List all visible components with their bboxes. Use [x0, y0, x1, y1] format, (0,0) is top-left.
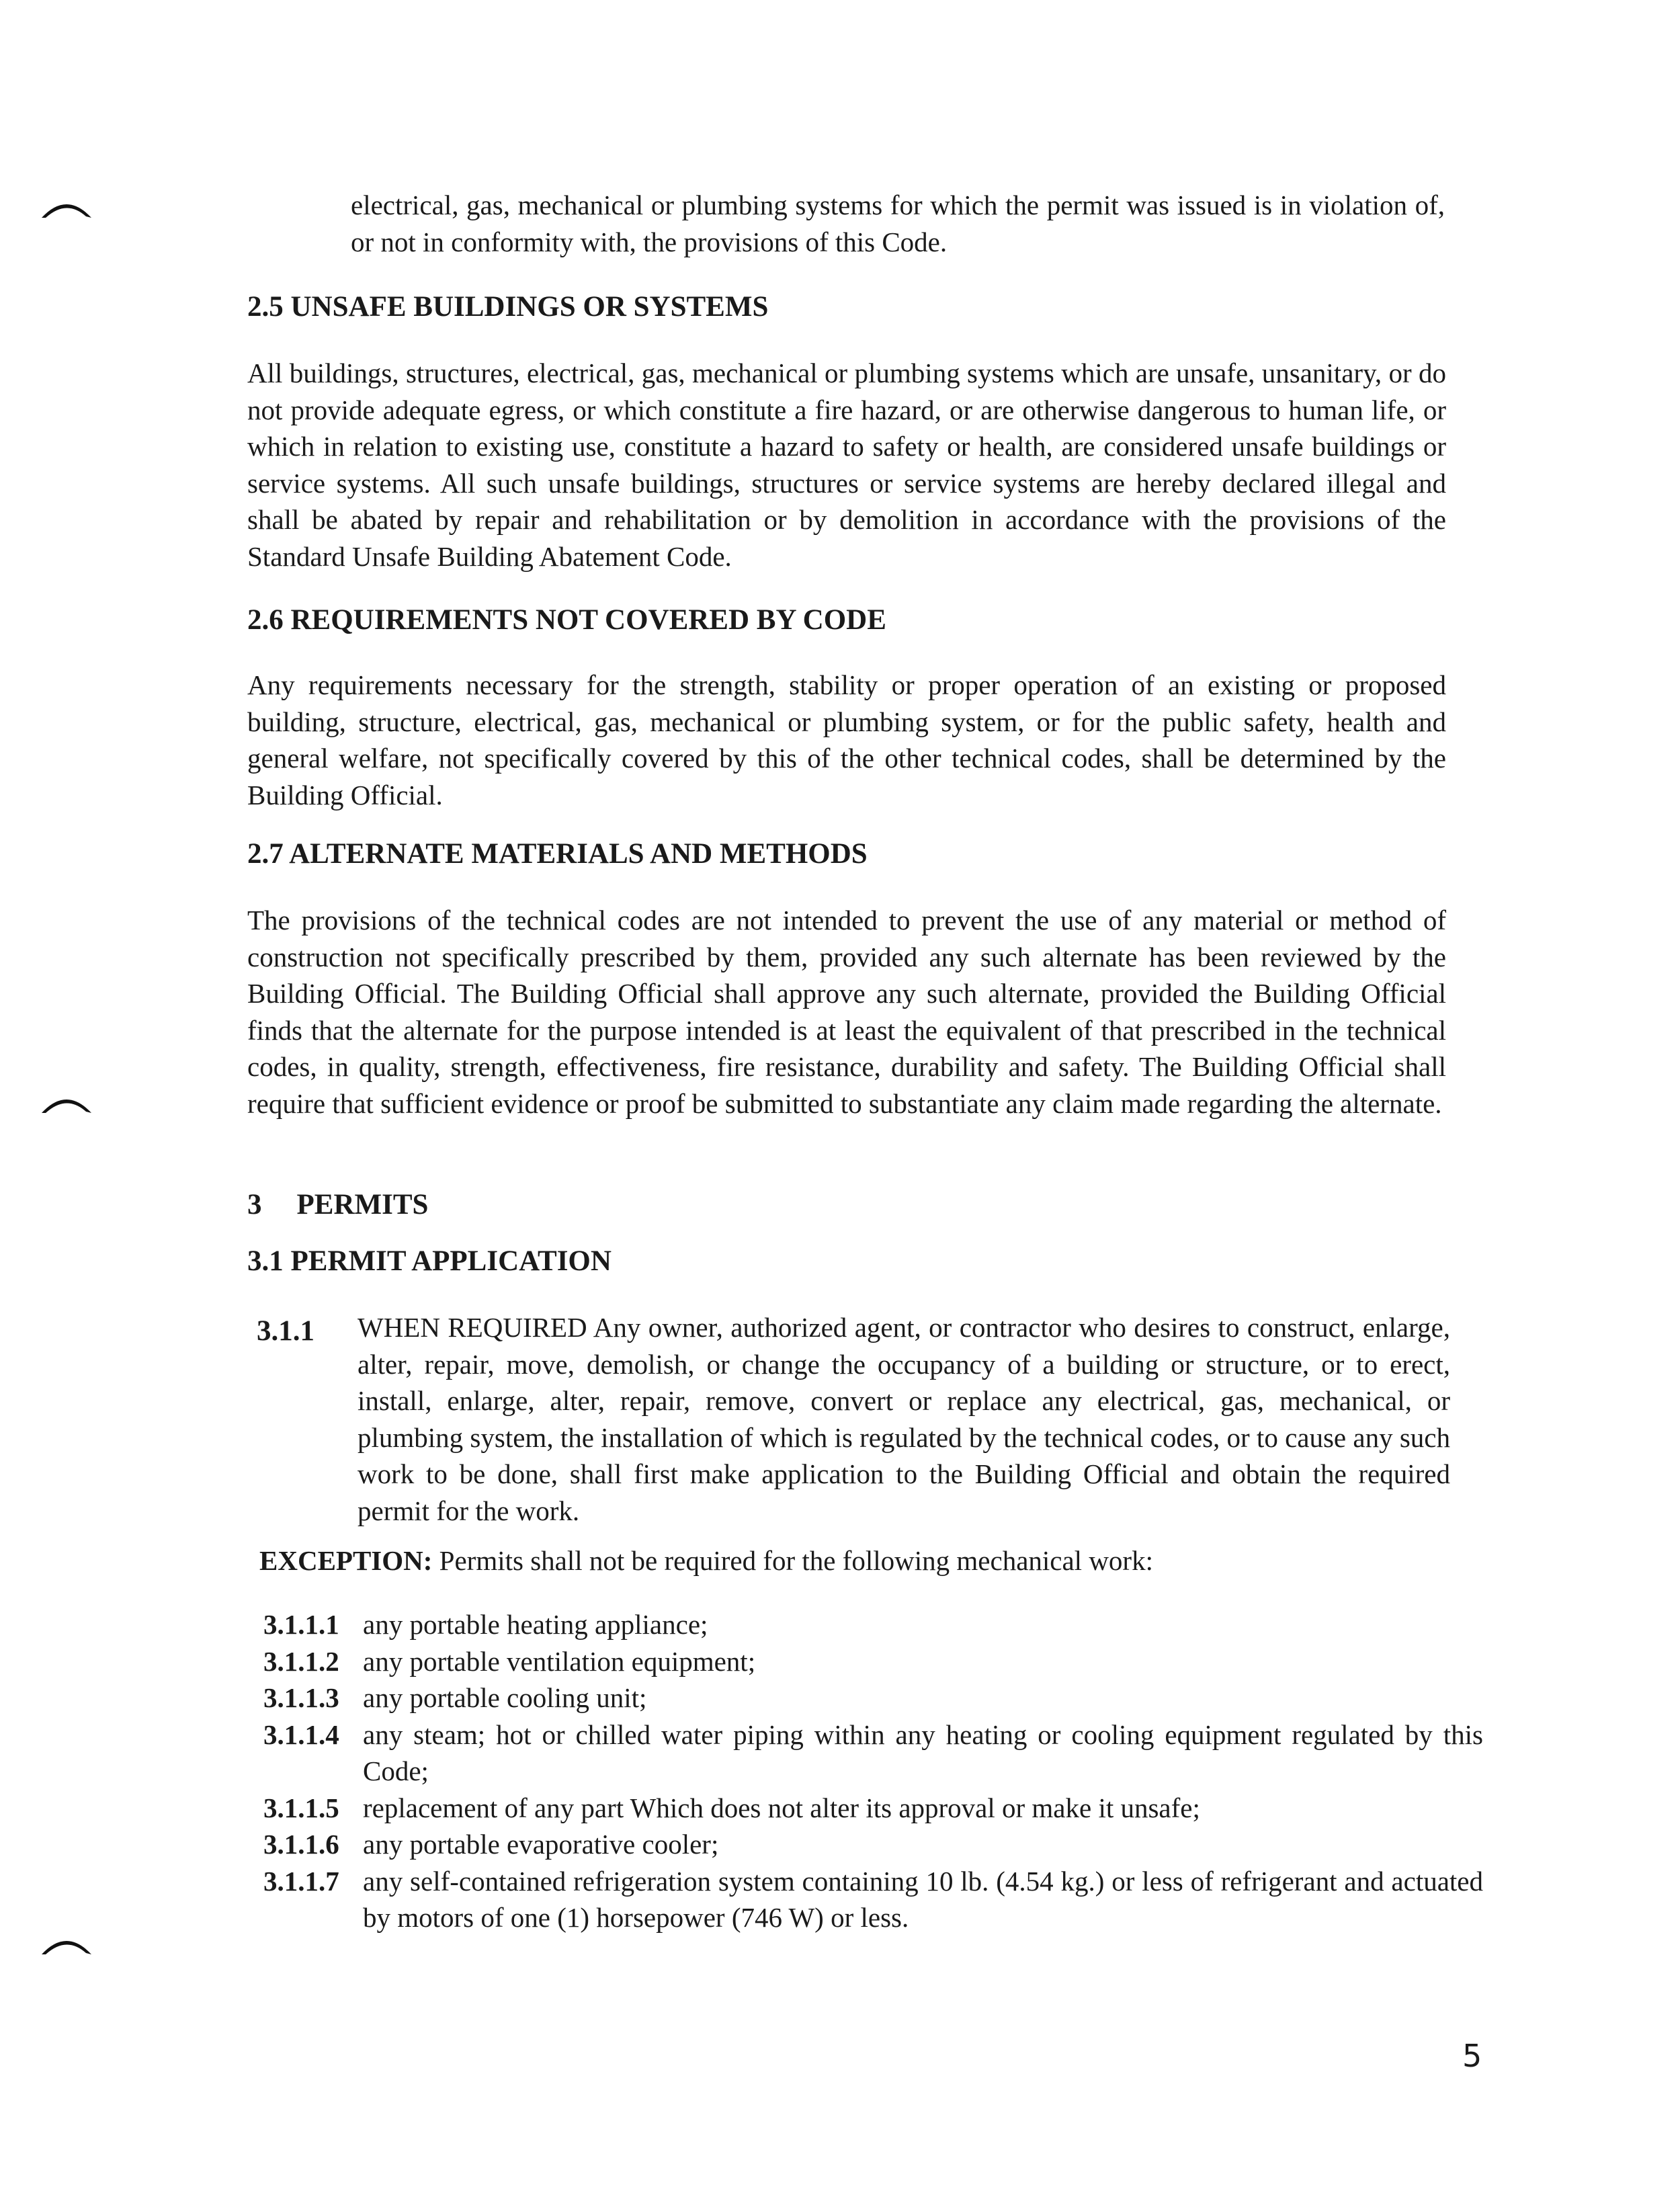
item-number: 3.1.1.4: [263, 1718, 339, 1750]
item-number: 3.1.1.7: [263, 1865, 339, 1897]
item-text: any portable heating appliance;: [363, 1609, 708, 1640]
section-3-1-heading: 3.1 PERMIT APPLICATION: [247, 1245, 612, 1277]
punch-hole-top: [39, 194, 94, 220]
exception-list: [263, 1606, 1483, 1936]
section-2-6-body: Any requirements necessary for the strength, stability or proper operation of an existing or proposed building, structure, electrical, gas, mechanical or plumbing system, or for the public safety, health and general welfare, not specifically covered by this of the other technical codes, shall be determined by the Building Official.: [247, 669, 1446, 811]
punch-hole-middle: [39, 1089, 94, 1116]
section-2-5-heading: 2.5 UNSAFE BUILDINGS OR SYSTEMS: [247, 291, 769, 323]
section-3-heading: [247, 1188, 428, 1221]
page-number: 5: [1462, 2038, 1482, 2074]
section-3-title: PERMITS: [296, 1189, 429, 1220]
section-2-6-heading: 2.6 REQUIREMENTS NOT COVERED BY CODE: [247, 604, 886, 636]
item-text: any portable cooling unit;: [363, 1682, 647, 1713]
item-number: 3.1.1.2: [263, 1645, 339, 1677]
item-number: 3.1.1.5: [263, 1792, 339, 1823]
item-number: 3.1.1.6: [263, 1829, 339, 1860]
intro-paragraph: electrical, gas, mechanical or plumbing systems for which the permit was issued is in violation of, or not in conformity with, the provisions of this Code.: [351, 190, 1445, 257]
section-3-1-1-body: WHEN REQUIRED Any owner, authorized agent, or contractor who desires to construct, enlarge, alter, repair, move, demolish, or change the occupancy of a building or structure, or to erect, install, enlarge, alter, repair, remove, convert or replace any electrical, gas, mechanical, or plumbing system, the installation of which is regulated by the technical codes, or to cause any such work to be done, shall first make application to the Building Official and obtain the required permit for the work.: [358, 1312, 1450, 1526]
exception-label: EXCEPTION:: [259, 1545, 433, 1576]
list-item: [263, 1680, 1483, 1716]
list-item: [263, 1643, 1483, 1680]
exception-line: [259, 1544, 1153, 1577]
exception-text: Permits shall not be required for the following mechanical work:: [432, 1545, 1153, 1576]
section-2-5-body: All buildings, structures, electrical, gas, mechanical or plumbing systems which are unsafe, unsanitary, or do not provide adequate egress, or which constitute a fire hazard, or are otherwise dangerous to human life, or which in relation to existing use, constitute a hazard to safety or health, are considered unsafe buildings or service systems. All such unsafe buildings, structures or service systems are hereby declared illegal and shall be abated by repair and rehabilitation or by demolition in accordance with the provisions of the Standard Unsafe Building Abatement Code.: [247, 358, 1446, 572]
punch-hole-bottom: [39, 1930, 94, 1957]
section-3-number: 3: [247, 1189, 262, 1220]
item-number: 3.1.1.1: [263, 1609, 339, 1640]
item-number: 3.1.1.3: [263, 1682, 339, 1713]
section-2-7-body: The provisions of the technical codes are not intended to prevent the use of any material or method of construction not specifically prescribed by them, provided any such alternate has been reviewed by the Building Official. The Building Official shall approve any such alternate, provided the Building Official finds that the alternate for the purpose intended is at least the equivalent of that prescribed in the technical codes, in quality, strength, effectiveness, fire resistance, durability and safety. The Building Official shall require that sufficient evidence or proof be submitted to substantiate any claim made regarding the alternate.: [247, 905, 1446, 1119]
item-text: any portable evaporative cooler;: [363, 1829, 719, 1860]
list-item: [263, 1826, 1483, 1863]
list-item: [263, 1790, 1483, 1827]
item-text: any portable ventilation equipment;: [363, 1645, 756, 1677]
item-text: replacement of any part Which does not alter its approval or make it unsafe;: [363, 1792, 1200, 1823]
list-item: [263, 1606, 1483, 1643]
list-item: [263, 1863, 1483, 1936]
section-3-1-1-number: 3.1.1: [257, 1315, 314, 1347]
item-text: any steam; hot or chilled water piping within any heating or cooling equipment regulated by this Code;: [363, 1718, 1483, 1786]
section-2-7-heading: 2.7 ALTERNATE MATERIALS AND METHODS: [247, 838, 868, 870]
list-item: [263, 1716, 1483, 1790]
item-text: any self-contained refrigeration system containing 10 lb. (4.54 kg.) or less of refrigerant and actuated by motors of one (1) horsepower (746 W) or less.: [363, 1865, 1483, 1933]
